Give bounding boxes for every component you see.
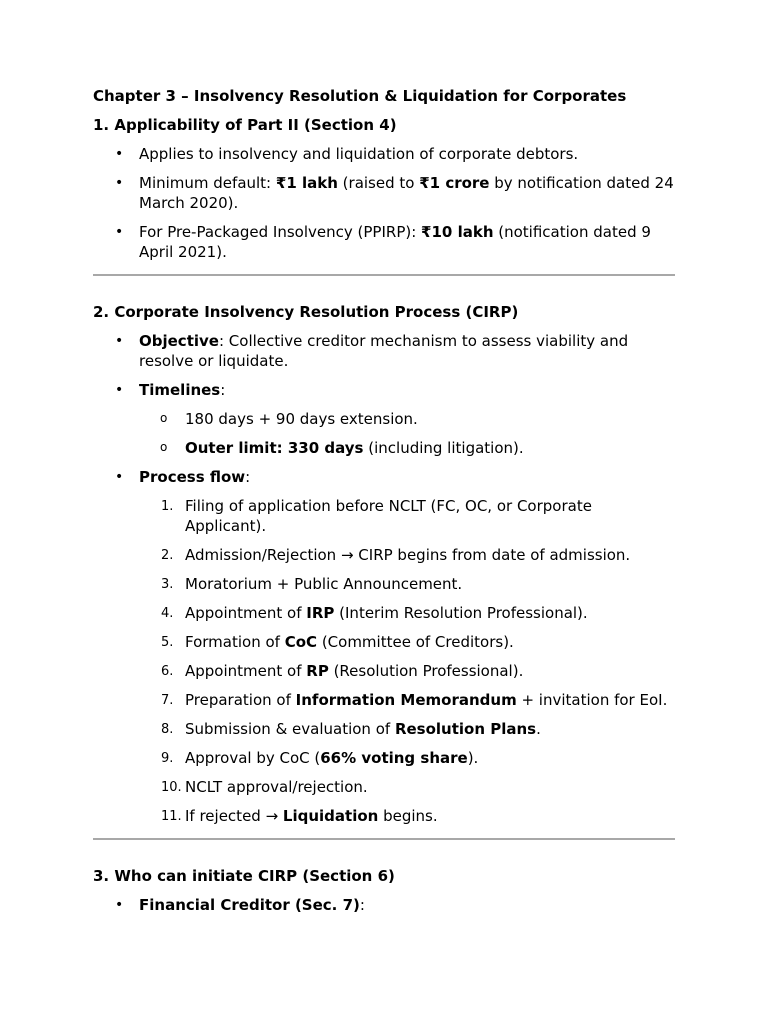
item-text: : Collective creditor mechanism to assess viability and resolve or liquidate. bbox=[139, 332, 629, 370]
item-text: : bbox=[220, 381, 226, 399]
item-bold-text: Resolution Plans bbox=[394, 720, 537, 738]
item-text: (Interim Resolution Professional). bbox=[334, 604, 588, 622]
step-item bbox=[138, 603, 675, 623]
item-text: Preparation of bbox=[185, 691, 296, 709]
timelines-sublist bbox=[139, 409, 675, 458]
item-text: : bbox=[245, 468, 251, 486]
item-bold-text: Financial Creditor (Sec. 7) bbox=[139, 896, 360, 914]
chapter-title: Chapter 3 – Insolvency Resolution & Liquidation for Corporates bbox=[93, 87, 627, 105]
item-bold-text: ₹1 lakh bbox=[275, 174, 338, 192]
item-text: Appointment of bbox=[185, 662, 307, 680]
item-bold-text: Process flow bbox=[139, 468, 246, 486]
item-text: Admission/Rejection → CIRP begins from date of admission. bbox=[185, 546, 631, 564]
bullet-marker: • bbox=[115, 382, 124, 398]
list-item bbox=[93, 222, 675, 262]
sub-list-item bbox=[138, 409, 675, 429]
step-number: 3. bbox=[161, 577, 174, 592]
bullet-marker: • bbox=[115, 469, 124, 485]
item-bold-text: RP bbox=[306, 662, 329, 680]
item-bold-text: Objective bbox=[139, 332, 219, 350]
step-number: 6. bbox=[161, 664, 174, 679]
step-number: 8. bbox=[161, 722, 174, 737]
item-bold-text: ₹1 crore bbox=[419, 174, 490, 192]
step-number: 5. bbox=[161, 635, 174, 650]
item-text: by notification dated 24 March 2020). bbox=[139, 174, 674, 212]
process-steps-list bbox=[139, 496, 675, 826]
list-item bbox=[93, 144, 675, 164]
item-text: (Committee of Creditors). bbox=[317, 633, 514, 651]
item-bold-text: IRP bbox=[306, 604, 335, 622]
step-item bbox=[138, 690, 675, 710]
sub-bullet-marker: o bbox=[160, 440, 168, 454]
step-item bbox=[138, 574, 675, 594]
horizontal-rule bbox=[93, 838, 675, 840]
step-item bbox=[138, 661, 675, 681]
item-bold-text: Information Memorandum bbox=[295, 691, 517, 709]
list-item-process-flow bbox=[93, 467, 675, 826]
step-item bbox=[138, 545, 675, 565]
item-text: Submission & evaluation of bbox=[185, 720, 395, 738]
item-bold-text: Timelines bbox=[139, 381, 221, 399]
item-bold-text: Liquidation bbox=[282, 807, 379, 825]
item-text: begins. bbox=[378, 807, 438, 825]
item-text: 180 days + 90 days extension. bbox=[185, 410, 418, 428]
item-text: Applies to insolvency and liquidation of corporate debtors. bbox=[139, 145, 579, 163]
step-number: 10. bbox=[161, 780, 182, 795]
item-bold-text: CoC bbox=[284, 633, 318, 651]
section-3-heading: 3. Who can initiate CIRP (Section 6) bbox=[93, 867, 395, 885]
item-text: If rejected → bbox=[185, 807, 283, 825]
section-2-heading: 2. Corporate Insolvency Resolution Process (CIRP) bbox=[93, 303, 519, 321]
item-text: Appointment of bbox=[185, 604, 307, 622]
item-text: . bbox=[536, 720, 541, 738]
step-number: 4. bbox=[161, 606, 174, 621]
list-item-financial-creditor bbox=[93, 895, 675, 915]
section-2-list bbox=[93, 331, 675, 826]
list-item bbox=[93, 173, 675, 213]
step-item bbox=[138, 806, 675, 826]
item-bold-text: 66% voting share bbox=[320, 749, 468, 767]
step-item bbox=[138, 719, 675, 739]
item-text: (Resolution Professional). bbox=[328, 662, 524, 680]
item-text: Minimum default: bbox=[139, 174, 276, 192]
step-number: 9. bbox=[161, 751, 174, 766]
step-number: 1. bbox=[161, 499, 174, 514]
item-text: + invitation for EoI. bbox=[516, 691, 668, 709]
item-text: Approval by CoC ( bbox=[185, 749, 321, 767]
step-item bbox=[138, 777, 675, 797]
step-item bbox=[138, 496, 675, 536]
item-text: : bbox=[359, 896, 365, 914]
item-text: NCLT approval/rejection. bbox=[185, 778, 368, 796]
step-number: 7. bbox=[161, 693, 174, 708]
horizontal-rule bbox=[93, 274, 675, 276]
item-bold-text: Outer limit: 330 days bbox=[185, 439, 364, 457]
item-text: Formation of bbox=[185, 633, 285, 651]
item-text: Filing of application before NCLT (FC, OC, or Corporate Applicant). bbox=[185, 497, 592, 535]
item-text: (notification dated 9 April 2021). bbox=[139, 223, 651, 261]
step-number: 2. bbox=[161, 548, 174, 563]
bullet-marker: • bbox=[115, 333, 124, 349]
step-item bbox=[138, 632, 675, 652]
sub-bullet-marker: o bbox=[160, 411, 168, 425]
item-bold-text: ₹10 lakh bbox=[421, 223, 494, 241]
step-item bbox=[138, 748, 675, 768]
step-number: 11. bbox=[161, 809, 182, 824]
bullet-marker: • bbox=[115, 146, 124, 162]
item-text: ). bbox=[467, 749, 479, 767]
list-item-timelines bbox=[93, 380, 675, 458]
bullet-marker: • bbox=[115, 224, 124, 240]
list-item-objective bbox=[93, 331, 675, 371]
item-text: (including litigation). bbox=[363, 439, 524, 457]
item-text: For Pre-Packaged Insolvency (PPIRP): bbox=[139, 223, 422, 241]
bullet-marker: • bbox=[115, 897, 124, 913]
item-text: Moratorium + Public Announcement. bbox=[185, 575, 463, 593]
section-1-heading: 1. Applicability of Part II (Section 4) bbox=[93, 116, 397, 134]
section-1-list bbox=[93, 144, 675, 262]
section-3-list bbox=[93, 895, 675, 915]
document-page bbox=[93, 86, 675, 924]
sub-list-item bbox=[138, 438, 675, 458]
bullet-marker: • bbox=[115, 175, 124, 191]
item-text: (raised to bbox=[337, 174, 420, 192]
